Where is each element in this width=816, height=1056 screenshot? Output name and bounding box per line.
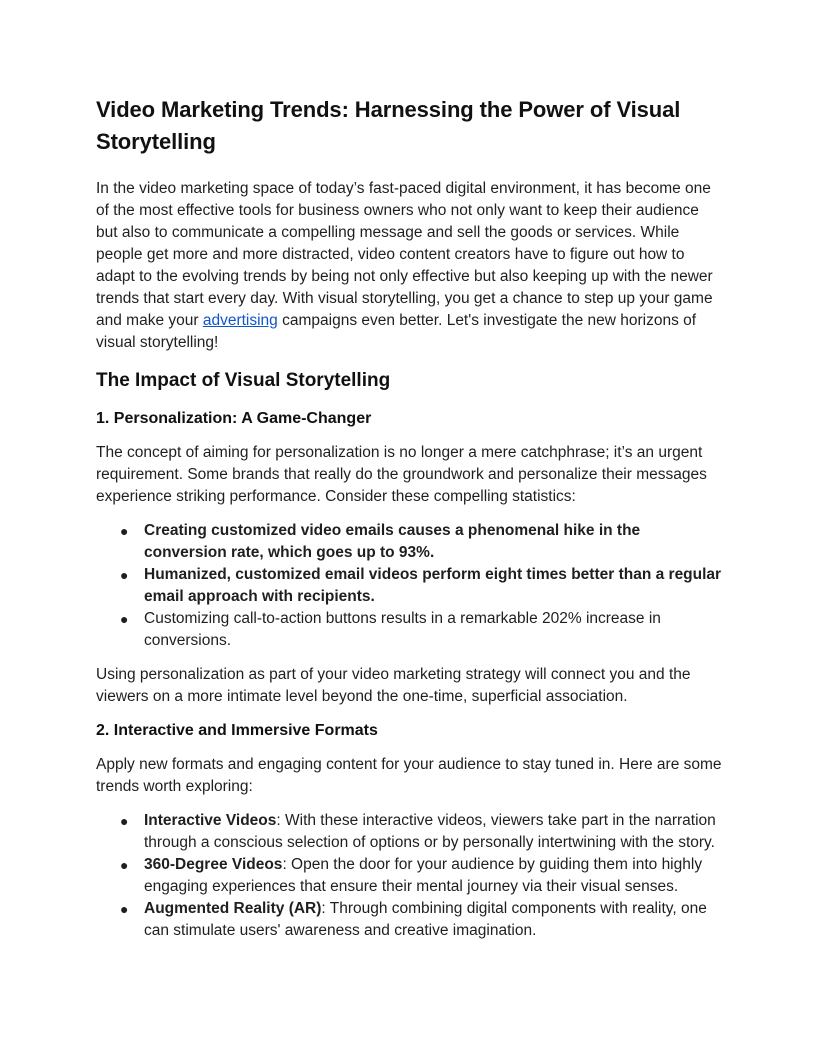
personalization-list xyxy=(96,520,722,652)
interactive-heading: 2. Interactive and Immersive Formats xyxy=(96,722,378,739)
list-item-text: Customizing call-to-action buttons results in a remarkable 202% increase in conversions. xyxy=(144,610,661,649)
list-item xyxy=(96,564,722,608)
interactive-paragraph: Apply new formats and engaging content for your audience to stay tuned in. Here are some trends worth exploring: xyxy=(96,756,722,795)
advertising-link[interactable]: advertising xyxy=(202,312,278,329)
document-page xyxy=(96,94,722,954)
bullet-icon: ● xyxy=(120,901,129,917)
list-item-term: Augmented Reality (AR) xyxy=(144,900,322,917)
document-title: Video Marketing Trends: Harnessing the Power of Visual Storytelling xyxy=(96,97,681,154)
bullet-icon: ● xyxy=(120,567,129,583)
interactive-list xyxy=(96,810,722,942)
list-item xyxy=(96,520,722,564)
list-item-text: : With these interactive videos, viewers take part in the narration through a conscious selection of options or by personally intertwining with the story. xyxy=(144,812,716,851)
list-item-term: 360-Degree Videos xyxy=(144,856,283,873)
personalization-heading: 1. Personalization: A Game-Changer xyxy=(96,410,372,427)
bullet-icon: ● xyxy=(120,857,129,873)
list-item-text: Creating customized video emails causes a phenomenal hike in the conversion rate, which goes up to 93%. xyxy=(144,522,641,561)
list-item-term: Interactive Videos xyxy=(144,812,277,829)
bullet-icon: ● xyxy=(120,611,129,627)
intro-text-end: campaigns even better. Let's investigate the new horizons of visual storytelling! xyxy=(96,312,697,351)
list-item xyxy=(96,810,722,854)
list-item-text: : Open the door for your audience by guiding them into highly engaging experiences that ensure their mental journey via their visual senses. xyxy=(144,856,703,895)
list-item xyxy=(96,854,722,898)
personalization-paragraph: The concept of aiming for personalization is no longer a mere catchphrase; it’s an urgent requirement. Some brands that really do the groundwork and personalize their messages experience striking performance. Consider these compelling statistics: xyxy=(96,444,707,505)
bullet-icon: ● xyxy=(120,523,129,539)
intro-text-start: In the video marketing space of today’s fast-paced digital environment, it has become one of the most effective tools for business owners who not only want to keep their audience but also to communicate a compelling message and sell the goods or services. While people get more and more distracted, video content creators have to figure out how to adapt to the evolving trends by being not only effective but also keeping up with the newer trends that start every day. With visual storytelling, you get a chance to step up your game and make your xyxy=(96,180,713,329)
intro-paragraph xyxy=(96,178,722,354)
bullet-icon: ● xyxy=(120,813,129,829)
section-heading: The Impact of Visual Storytelling xyxy=(96,370,391,391)
list-item xyxy=(96,608,722,652)
list-item-text: Humanized, customized email videos perform eight times better than a regular email approach with recipients. xyxy=(144,566,722,605)
personalization-closing: Using personalization as part of your video marketing strategy will connect you and the viewers on a more intimate level beyond the one-time, superficial association. xyxy=(96,666,691,705)
list-item xyxy=(96,898,722,942)
list-item-text: : Through combining digital components with reality, one can stimulate users' awareness and creative imagination. xyxy=(144,900,707,939)
